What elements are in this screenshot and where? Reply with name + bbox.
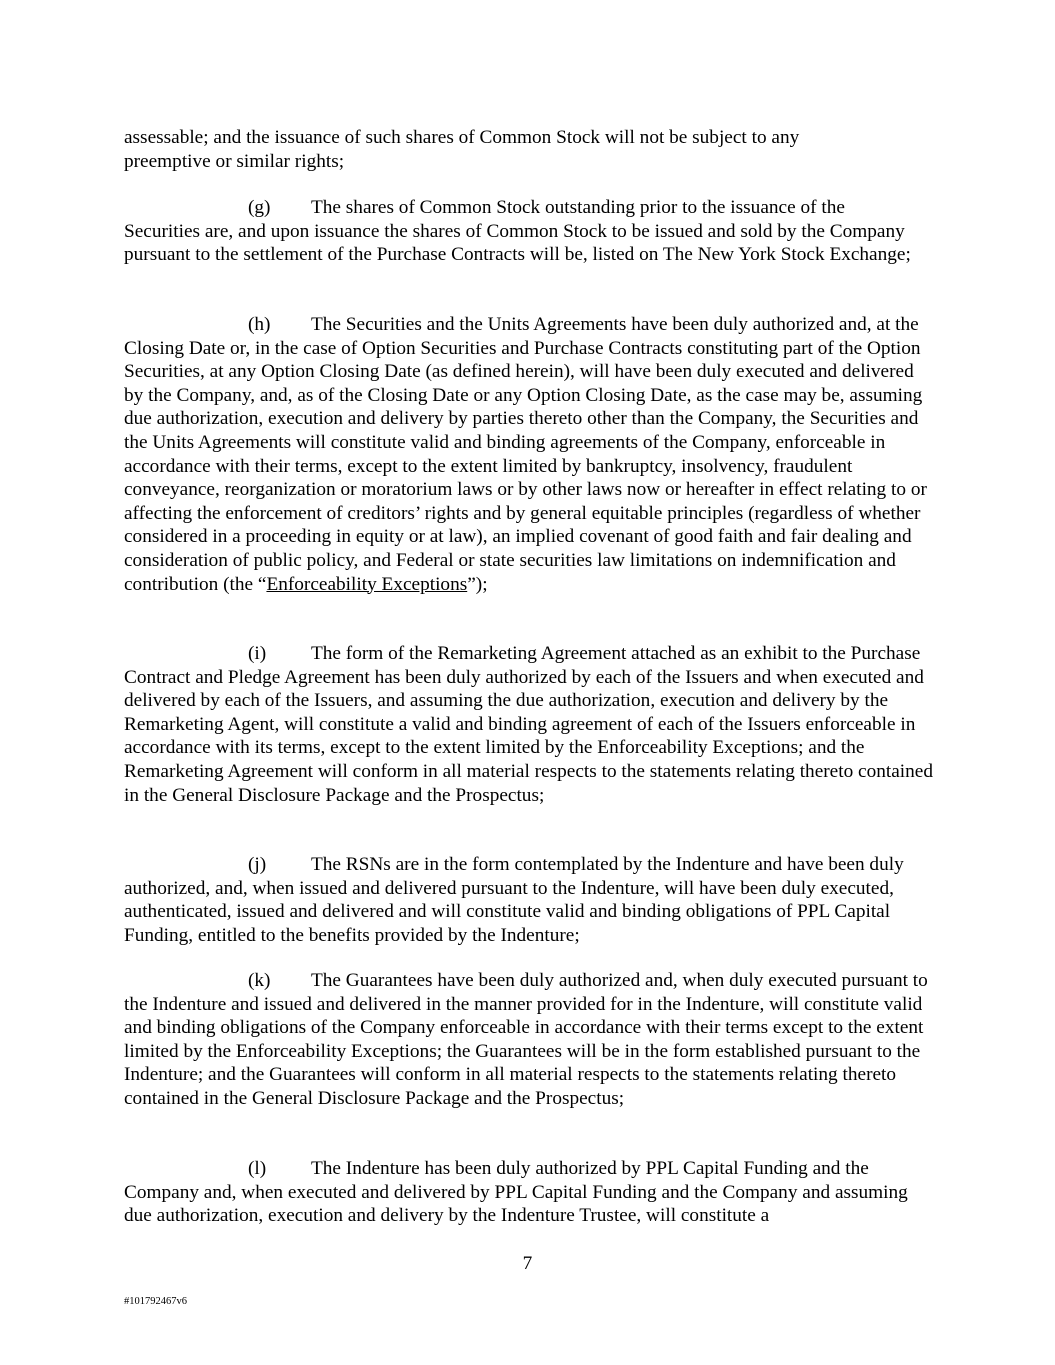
paragraph-g-label: (g): [248, 197, 271, 218]
page-number: 7: [522, 1253, 533, 1274]
paragraph-j-label: (j): [248, 854, 267, 875]
paragraph-g-text: The shares of Common Stock outstanding prior to the issuance of the Securities are, and upon issuance the shares of Common Stock to be issued and sold by the Company pursuant to the settlement of the Purchase Contracts will be, listed on The New York Stock Exchange;: [124, 197, 911, 266]
paragraph-i: [124, 642, 934, 807]
paragraph-h-tail: ”);: [467, 573, 488, 595]
paragraph-l: [124, 1157, 914, 1228]
paragraph-i-label: (i): [248, 643, 267, 664]
document-id: #101792467v6: [124, 1296, 187, 1307]
paragraph-h: [124, 313, 929, 596]
paragraph-j-text: The RSNs are in the form contemplated by the Indenture and have been duly authorized, and, when issued and delivered pursuant to the Indenture, will have been duly executed, authenticated, issued and delivered and will constitute valid and binding obligations of PPL Capital Funding, entitled to the benefits provided by the Indenture;: [124, 854, 904, 946]
paragraph-g: [124, 196, 924, 267]
paragraph-k-text: The Guarantees have been duly authorized and, when duly executed pursuant to the Indenture and issued and delivered in the manner provided for in the Indenture, will constitute valid and binding obligations of the Company enforceable in accordance with their terms except to the extent limited by the Enforceability Exceptions; the Guarantees will be in the form established pursuant to the Indenture; and the Guarantees will conform in all material respects to the statements relating thereto contained in the General Disclosure Package and the Prospectus;: [124, 970, 928, 1109]
paragraph-i-text: The form of the Remarketing Agreement attached as an exhibit to the Purchase Contract and Pledge Agreement has been duly authorized by each of the Issuers and when executed and delivered by each of the Issuers, and assuming the due authorization, execution and delivery by the Remarketing Agent, will constitute a valid and binding agreement of each of the Issuers enforceable in accordance with its terms, except to the extent limited by the Enforceability Exceptions; and the Remarketing Agreement will conform in all material respects to the statements relating thereto contained in the General Disclosure Package and the Prospectus;: [124, 643, 934, 806]
paragraph-intro: assessable; and the issuance of such shares of Common Stock will not be subject to any preemptive or similar rights;: [124, 127, 800, 172]
paragraph-h-label: (h): [248, 314, 271, 335]
paragraph-k-label: (k): [248, 970, 271, 991]
paragraph-j: [124, 853, 929, 947]
paragraph-l-text: The Indenture has been duly authorized by PPL Capital Funding and the Company and, when executed and delivered by PPL Capital Funding and the Company and assuming due authorization, execution and delivery by the Indenture Trustee, will constitute a: [124, 1158, 908, 1227]
paragraph-k: [124, 969, 929, 1111]
defined-term: Enforceability Exceptions: [266, 573, 468, 595]
paragraph-l-label: (l): [248, 1158, 267, 1179]
paragraph-h-text: The Securities and the Units Agreements have been duly authorized and, at the Closing Date or, in the case of Option Securities and Purchase Contracts constituting part of the Option Securities, at any Option Closing Date (as defined herein), will have been duly executed and delivered by the Company, and, as of the Closing Date or any Option Closing Date, as the case may be, assuming due authorization, execution and delivery by parties thereto other than the Company, the Securities and the Units Agreements will constitute valid and binding agreements of the Company, enforceable in accordance with their terms, except to the extent limited by bankruptcy, insolvency, fraudulent conveyance, reorganization or moratorium laws or by other laws now or hereafter in effect relating to or affecting the enforcement of creditors’ rights and by general equitable principles (regardless of whether considered in a proceeding in equity or at law), an implied covenant of good faith and fair dealing and consideration of public policy, and Federal or state securities law limitations on indemnification and contribution (the “: [124, 314, 927, 595]
